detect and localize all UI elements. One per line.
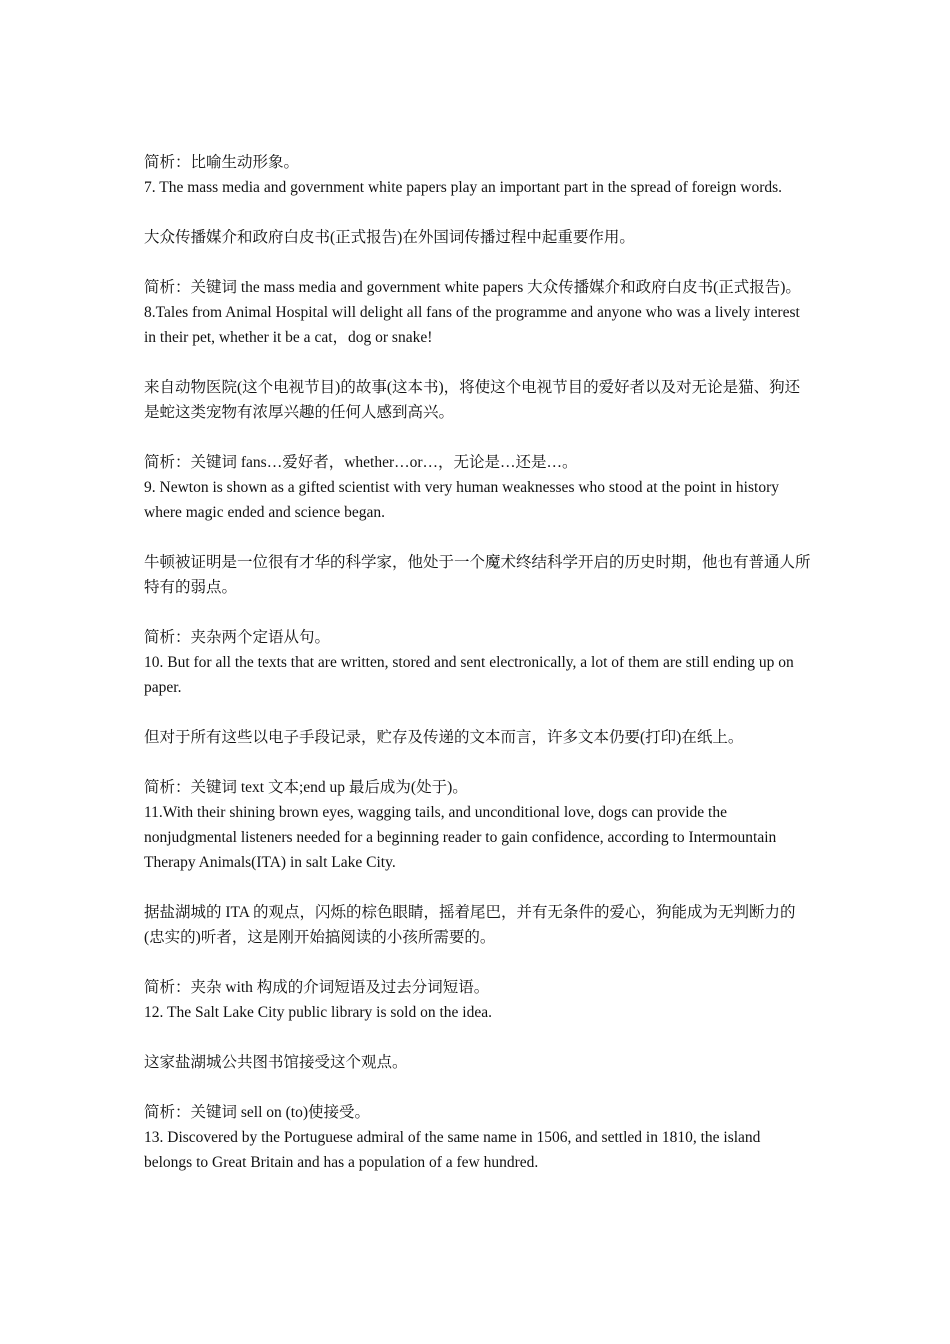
analysis-note: 简析：比喻生动形象。: [144, 154, 300, 171]
blank-line: [144, 700, 812, 725]
analysis-note: 简析：关键词 sell on (to)使接受。: [144, 1104, 371, 1121]
english-sentence: 13. Discovered by the Portuguese admiral of the same name in 1506, and settled in 1810, the island belongs to Great Britain and has a population of a few hundred.: [144, 1129, 761, 1171]
blank-line: [144, 875, 812, 900]
blank-line: [144, 750, 812, 775]
english-sentence: 10. But for all the texts that are written, stored and sent electronically, a lot of them are still ending up on paper.: [144, 654, 794, 696]
analysis-note: 简析：关键词 fans…爱好者，whether…or…，无论是…还是…。: [144, 454, 578, 471]
blank-line: [144, 200, 812, 225]
chinese-translation: 但对于所有这些以电子手段记录，贮存及传递的文本而言，许多文本仍要(打印)在纸上。: [144, 729, 744, 746]
blank-line: [144, 600, 812, 625]
blank-line: [144, 525, 812, 550]
blank-line: [144, 425, 812, 450]
blank-line: [144, 1075, 812, 1100]
blank-line: [144, 350, 812, 375]
blank-line: [144, 250, 812, 275]
english-sentence: 11.With their shining brown eyes, wagging tails, and unconditional love, dogs can provide the nonjudgmental listeners needed for a beginning reader to gain confidence, according to Intermountain Therapy Animals(ITA) in salt Lake City.: [144, 804, 777, 871]
english-sentence: 8.Tales from Animal Hospital will delight all fans of the programme and anyone who was a lively interest in their pet, whether it be a cat，dog or snake!: [144, 304, 800, 346]
english-sentence: 7. The mass media and government white papers play an important part in the spread of foreign words.: [144, 179, 783, 196]
analysis-note: 简析：夹杂两个定语从句。: [144, 629, 331, 646]
chinese-translation: 大众传播媒介和政府白皮书(正式报告)在外国词传播过程中起重要作用。: [144, 229, 635, 246]
chinese-translation: 牛顿被证明是一位很有才华的科学家，他处于一个魔术终结科学开启的历史时期，他也有普通人所特有的弱点。: [144, 554, 811, 596]
blank-line: [144, 1025, 812, 1050]
chinese-translation: 这家盐湖城公共图书馆接受这个观点。: [144, 1054, 408, 1071]
analysis-note: 简析：关键词 text 文本;end up 最后成为(处于)。: [144, 779, 468, 796]
chinese-translation: 据盐湖城的 ITA 的观点，闪烁的棕色眼睛，摇着尾巴，并有无条件的爱心，狗能成为无判断力的(忠实的)听者，这是刚开始搞阅读的小孩所需要的。: [144, 904, 796, 946]
document-body: [144, 150, 812, 1175]
english-sentence: 9. Newton is shown as a gifted scientist with very human weaknesses who stood at the point in history where magic ended and science began.: [144, 479, 779, 521]
english-sentence: 12. The Salt Lake City public library is sold on the idea.: [144, 1004, 492, 1021]
chinese-translation: 来自动物医院(这个电视节目)的故事(这本书)，将使这个电视节目的爱好者以及对无论是猫、狗还是蛇这类宠物有浓厚兴趣的任何人感到高兴。: [144, 379, 801, 421]
analysis-note: 简析：夹杂 with 构成的介词短语及过去分词短语。: [144, 979, 490, 996]
blank-line: [144, 950, 812, 975]
analysis-note: 简析：关键词 the mass media and government white papers 大众传播媒介和政府白皮书(正式报告)。: [144, 279, 801, 296]
